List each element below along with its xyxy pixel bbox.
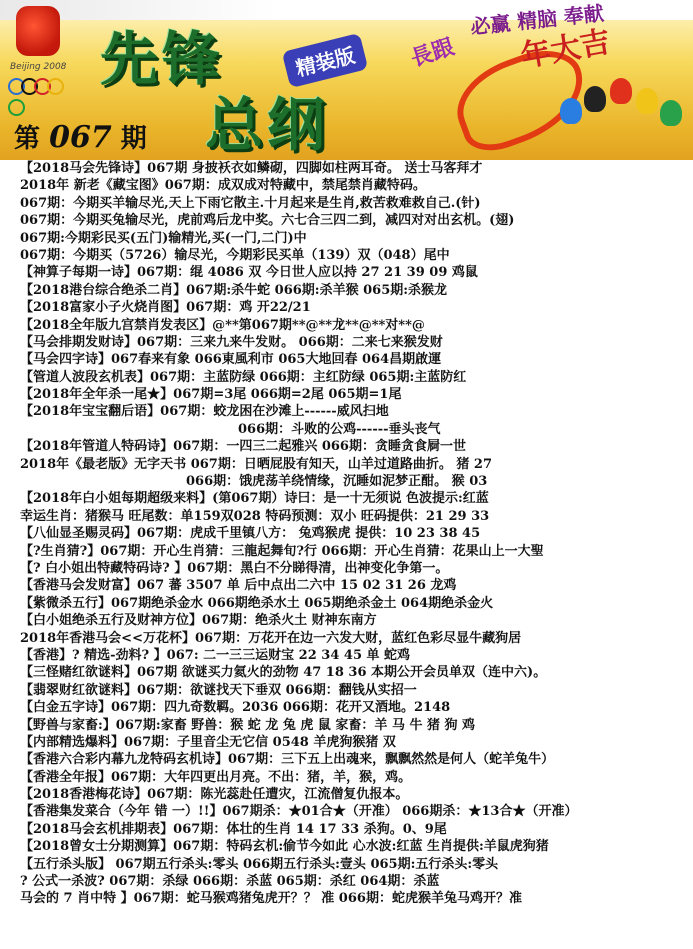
text-line: 【2018全年版九宫禁肖发表区】@**第067期**@**龙**@**对**@ <box>20 317 425 333</box>
banner-year-words: 年大吉 <box>518 24 613 75</box>
text-line: 067期：今期买（5726）输尽光，今期彩民买单（139）双（048）尾中 <box>20 247 450 263</box>
text-line: 【2018年宝宝翻后语】067期：蛟龙困在沙滩上------威风扫地 <box>20 404 389 420</box>
mascot-black-icon <box>584 86 606 112</box>
text-line: 【?生肖猜?】067期：开心生肖猜：三龍起舞旬?行 066期：开心生肖猜：花果山上一大聖 <box>20 543 544 559</box>
text-line: 【2018年全年杀一尾★】067期=3尾 066期=2尾 065期=1尾 <box>20 387 402 403</box>
text-line: 【2018港台综合绝杀二肖】067期:杀牛蛇 066期:杀羊猴 065期:杀猴龙 <box>20 282 448 298</box>
mascot-yellow-icon <box>636 88 658 114</box>
forecast-text-body <box>20 160 688 908</box>
mascots-illustration <box>560 78 690 148</box>
text-line: 【? 白小姐出特藏特码诗? 】067期：黑白不分睇得清，出神变化争第一。 <box>20 560 449 576</box>
text-line: 【白金五字诗】067期：四九奇数羁。2036 066期：花开又酒地。2148 <box>20 700 451 716</box>
text-line: 067期：今期买兔输尽光，虎前鸡后龙中奖。六七合三四二到，减四对对出玄机。(翅) <box>20 213 515 229</box>
header-banner <box>0 0 693 160</box>
text-line: 幸运生肖：猪猴马 旺尾数：单159双028 特码预测：双小 旺码提供：21 29 33 <box>20 508 490 524</box>
text-line: 【2018曾女士分期测算】067期：特码玄机:偷节今如此 心水波:红蓝 生肖提供:羊鼠虎狗猪 <box>20 839 549 855</box>
banner-title-sub: 总纲 <box>205 91 330 159</box>
text-line: 【五行杀头版】 067期五行杀头:零头 066期五行杀头:壹头 065期:五行杀头:零头 <box>20 856 499 872</box>
text-line: 【香港全年报】067期：大年四更出月亮。不出：猪，羊，猴，鸡。 <box>20 769 412 785</box>
mascot-green-icon <box>660 100 682 126</box>
text-line: 【三怪赌红欲谜料】067期 欲谜买力氦火的劲物 47 18 36 本期公开会员单双（连中六)。 <box>20 665 547 681</box>
text-line: 【紫微杀五行】067期绝杀金水 066期绝杀水土 065期绝杀金土 064期绝杀金火 <box>20 595 494 611</box>
banner-side-words: 長跟 <box>407 34 458 73</box>
text-line: 【香港六合彩内幕九龙特码玄机诗】067期：三下五上出魂来，飘飘然然是何人（蛇羊兔牛） <box>20 752 555 768</box>
edition-badge: 精装版 <box>282 33 369 88</box>
text-line: 【马会四字诗】067春来有象 066東風利市 065大地回春 064昌期啟運 <box>20 352 442 368</box>
text-line: 【白小姐绝杀五行及财神方位】067期：绝杀火土 财神东南方 <box>20 613 377 629</box>
text-line: 066期：斗败的公鸡------垂头丧气 <box>238 421 441 437</box>
text-line: 067期：今期买羊输尽光,天上下雨它散主.十月起来是生肖,救苦救难救自己.(针) <box>20 195 481 211</box>
text-line: ? 公式一杀波? 067期：杀绿 066期：杀蓝 065期：杀红 064期：杀蓝 <box>20 874 440 890</box>
banner-slogan: 必赢 精脑 奉献 <box>469 1 605 39</box>
text-line: 【2018富家小子火烧肖图】067期：鸡 开22/21 <box>20 300 311 316</box>
mascot-blue-icon <box>560 98 582 124</box>
text-line: 【2018马会玄机排期表】067期：体壮的生肖 14 17 33 杀狗。0、9尾 <box>20 821 447 837</box>
emblem-icon <box>16 6 60 56</box>
text-line: 066期：饿虎荡羊绕情缘，沉睡如泥梦正酣。 猴 03 <box>186 474 488 490</box>
text-line: 【马会排期发财诗】067期：三来九来牛发财。 066期：二来七来猴发财 <box>20 334 443 350</box>
text-line: 【香港】? 精选-劲料? 】067: 二一三三运财宝 22 34 45 单 蛇鸡 <box>20 647 411 663</box>
text-line: 【管道人波段玄机表】067期：主蓝防绿 066期：主红防绿 065期:主蓝防红 <box>20 369 467 385</box>
text-line: 【2018年白小姐每期超级来料】(第067期）诗曰：是一十无须说 色波提示:红蓝 <box>20 491 489 507</box>
text-line: 【香港马会发财富】067 蕃 3507 单 后中点出二六中 15 02 31 26 龙鸡 <box>20 578 457 594</box>
text-line: 2018年 新老《藏宝图》067期：成双成对特藏中，禁尾禁肖藏特码。 <box>20 178 426 194</box>
text-line: 【2018年管道人特码诗】067期：一四三二起雅兴 066期：贪睡贪食屙一世 <box>20 439 466 455</box>
issue-suffix: 期 <box>120 124 147 154</box>
text-line: 2018年《最老版》无字天书 067期：日晒屁股有知天，山羊过道路曲折。 猪 27 <box>20 456 492 472</box>
text-line: 【2018香港梅花诗】067期：陈光蕊赴任遭灾，江流僧复仇报本。 <box>20 787 409 803</box>
text-line: 【野兽与家畜:】067期:家畜 野兽：猴 蛇 龙 兔 虎 鼠 家畜：羊 马 牛 猪 狗 鸡 <box>20 717 476 733</box>
olympic-emblem <box>10 6 72 102</box>
text-line: 【2018马会先锋诗】067期 身披袄衣如鳞砌，四脚如柱两耳奇。 送士马客拜才 <box>20 161 483 176</box>
text-line: 【翡翠财红欲谜料】067期：欲谜找天下垂双 066期：翻钱从实招一 <box>20 682 417 698</box>
olympic-rings-icon <box>12 78 72 120</box>
text-line: 【香港集发菜合（今年 错 一）!!】067期杀：★01合★（开准） 066期杀：★13合★（开准） <box>20 804 578 820</box>
text-line: 马会的 7 肖中特 】067期：蛇马猴鸡猪兔虎开？？ 准 066期：蛇虎猴羊兔马鸡开？准 <box>20 891 522 907</box>
mascot-red-icon <box>610 78 632 104</box>
banner-title-main: 先锋 <box>100 25 225 93</box>
issue-prefix: 第 <box>14 124 41 154</box>
emblem-caption: Beijing 2008 <box>10 62 67 72</box>
text-line: 【神算子每期一诗】067期：绲 4086 双 今日世人应以持 27 21 39 09 鸡鼠 <box>20 265 478 281</box>
text-line: 【八仙显圣赐灵码】067期：虎成千里镇八方： 兔鸡猴虎 提供：10 23 38 45 <box>20 526 481 542</box>
issue-label <box>14 118 147 155</box>
text-line: 【内部精选爆料】067期：子里音尘无它信 0548 羊虎狗猴猪 双 <box>20 734 396 750</box>
text-line: 2018年香港马会<<万花杯】067期：万花开在边一六发大财，蓝红色彩尽显牛藏狗居 <box>20 630 522 646</box>
text-line: 067期:今期彩民买(五门)输精光,买(一门,二门)中 <box>20 230 307 246</box>
issue-number: 067 <box>49 120 112 155</box>
